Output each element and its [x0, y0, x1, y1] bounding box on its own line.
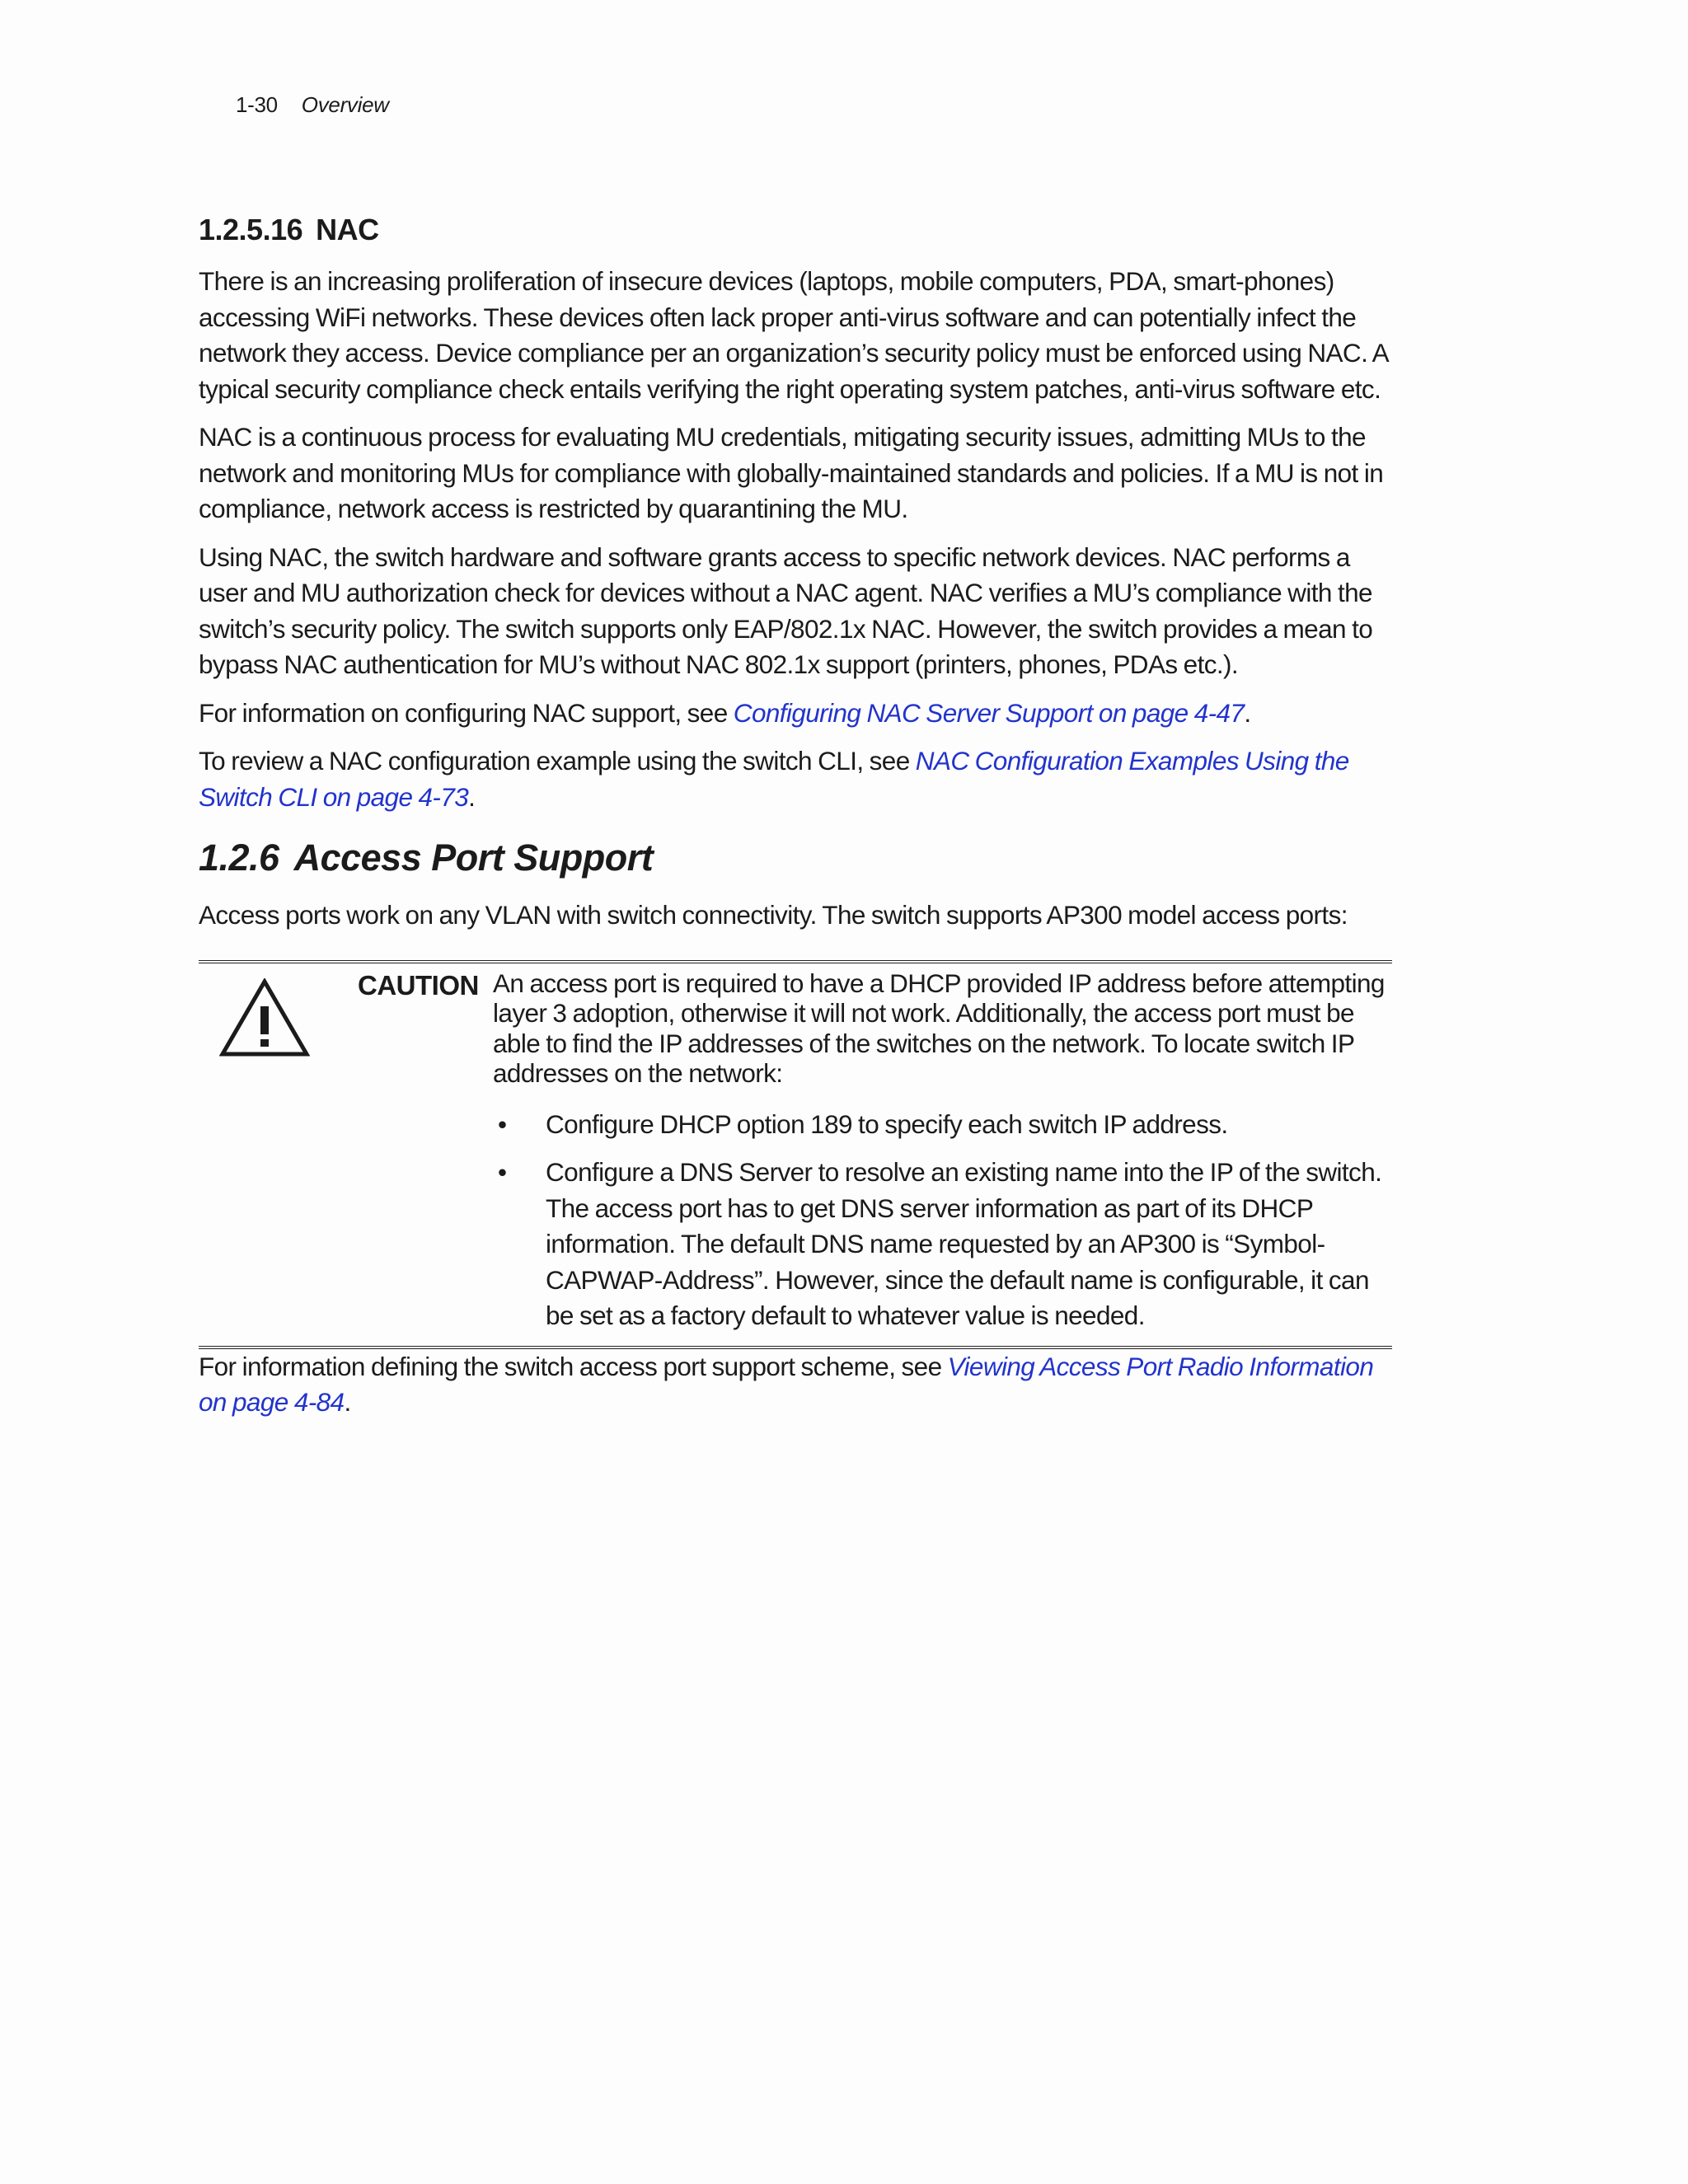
nac-paragraph-3: Using NAC, the switch hardware and software grants access to specific network devices. NAC performs a user and MU authorization check for devices without a NAC agent. NAC verifies a MU’s compliance with the switch’s security policy. The switch supports only EAP/802.1x NAC. However, the switch provides a mean to bypass NAC authentication for MU’s without NAC 802.1x support (printers, phones, PDAs etc.). — [199, 541, 1373, 679]
nac-cli-examples-link[interactable]: NAC Configuration Examples Using the Switch CLI on page 4-73 — [199, 746, 1349, 812]
access-port-heading-number: 1.2.6 — [199, 837, 279, 879]
list-item — [493, 1155, 1392, 1334]
nac-server-support-link[interactable]: Configuring NAC Server Support on page 4-47 — [733, 697, 1245, 728]
radio-info-link[interactable]: Viewing Access Port Radio Information on page 4-84 — [199, 1351, 1374, 1417]
nac-paragraph-2: NAC is a continuous process for evaluating MU credentials, mitigating security issues, admitting MUs to the network and monitoring MUs for compliance with globally-maintained standards and policies. If a MU is not in compliance, network access is restricted by quarantining the MU. — [199, 422, 1384, 523]
caution-body — [493, 968, 1392, 1334]
list-item-text: Configure a DNS Server to resolve an existing name into the IP of the switch. The access port has to get DNS server information as part of its DHCP information. The default DNS name requested by an AP300 is “Symbol-CAPWAP-Address”. However, since the default name is configurable, it can be set as a factory default to whatever value is needed. — [546, 1157, 1382, 1330]
caution-label: CAUTION — [358, 969, 479, 1001]
nac-cli-reference-suffix: . — [468, 781, 476, 812]
access-port-intro: Access ports work on any VLAN with switch connectivity. The switch supports AP300 model access ports: — [199, 900, 1348, 930]
page-content — [199, 213, 1394, 1433]
bullet-marker: • — [498, 1108, 507, 1139]
caution-bullet-list — [493, 1107, 1392, 1334]
caution-text: An access port is required to have a DHCP provided IP address before attempting layer 3 adoption, otherwise it will not work. Additionally, the access port must be able to find the IP addresses of the switches on the network. To locate switch IP addresses on the network: — [493, 968, 1385, 1088]
list-item-text: Configure DHCP option 189 to specify each switch IP address. — [546, 1108, 1228, 1139]
nac-heading-number: 1.2.5.16 — [199, 213, 303, 246]
page-header — [236, 92, 389, 118]
bullet-marker: • — [498, 1157, 507, 1187]
access-port-heading — [199, 837, 1394, 879]
nac-config-reference — [199, 696, 1394, 732]
radio-info-reference — [199, 1349, 1394, 1421]
nac-paragraph-1: There is an increasing proliferation of insecure devices (laptops, mobile computers, PDA, smart-phones) accessing WiFi networks. These devices often lack proper anti-virus software and can potentially infect the network they access. Device compliance per an organization’s security policy must be enforced using NAC. A typical security compliance check entails verifying the right operating system patches, anti-virus software etc. — [199, 266, 1388, 404]
access-port-heading-title: Access Port Support — [293, 837, 654, 879]
caution-box — [199, 960, 1392, 1349]
nac-cli-reference-text: To review a NAC configuration example using the switch CLI, see — [199, 746, 916, 776]
nac-config-reference-suffix: . — [1244, 697, 1251, 728]
nac-heading — [199, 213, 1394, 247]
nac-config-reference-text: For information on configuring NAC support, see — [199, 697, 734, 728]
list-item — [493, 1107, 1392, 1143]
warning-triangle-icon — [219, 978, 310, 1057]
chapter-title: Overview — [301, 92, 389, 117]
page-number: 1-30 — [236, 92, 278, 117]
nac-cli-reference — [199, 743, 1394, 815]
radio-info-reference-text: For information defining the switch access port support scheme, see — [199, 1351, 948, 1381]
radio-info-reference-suffix: . — [344, 1387, 351, 1417]
nac-heading-title: NAC — [316, 213, 379, 246]
